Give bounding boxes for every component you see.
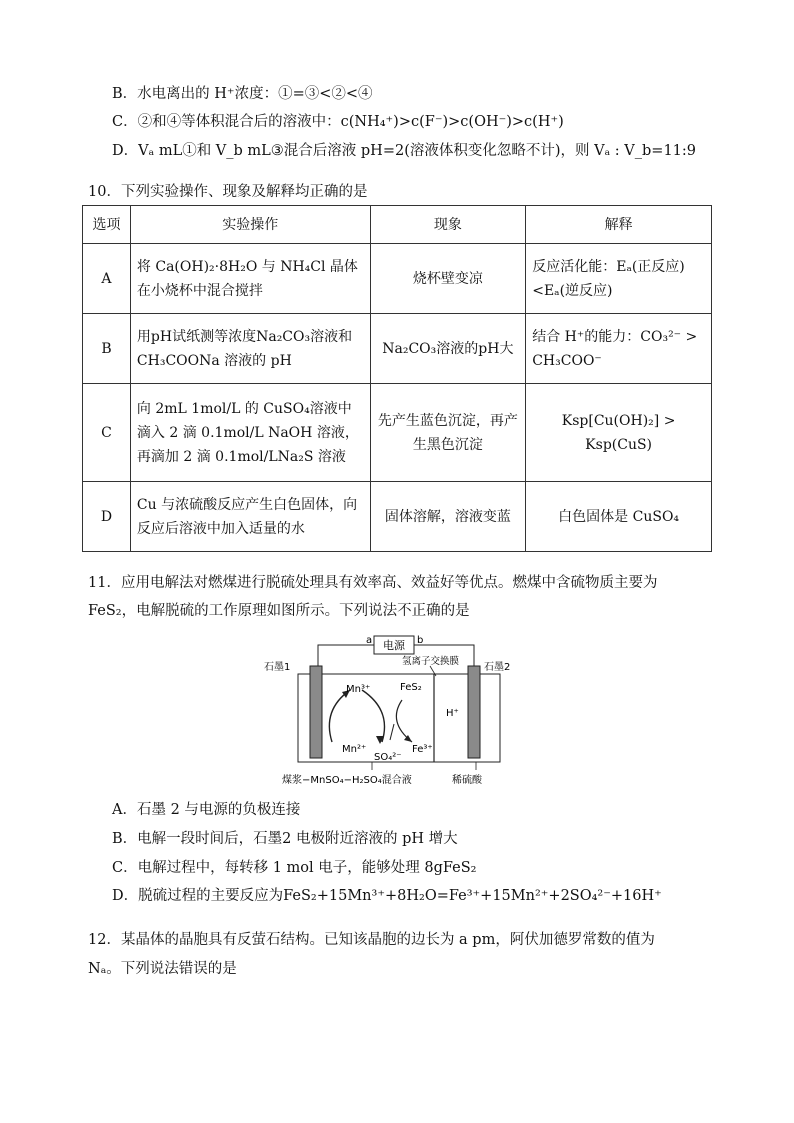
q9-option-b: B．水电离出的 H⁺浓度：①=③<②<④ [112, 86, 373, 102]
q10-stem: 10．下列实验操作、现象及解释均正确的是 [88, 184, 368, 200]
header-explanation: 解释 [526, 206, 712, 244]
terminal-b-label: b [417, 635, 424, 646]
row-operation: Cu 与浓硫酸反应产生白色固体，向反应后溶液中加入适量的水 [130, 482, 370, 552]
row-option: C [83, 384, 131, 482]
header-phenomenon: 现象 [370, 206, 526, 244]
row-explanation: 反应活化能：Eₐ(正反应)<Eₐ(逆反应) [526, 244, 712, 314]
table-header-row [83, 206, 712, 244]
row-phenomenon: 烧杯壁变凉 [370, 244, 526, 314]
q11-option-b: B．电解一段时间后，石墨2 电极附近溶液的 pH 增大 [112, 831, 458, 847]
row-phenomenon: 先产生蓝色沉淀，再产生黑色沉淀 [370, 384, 526, 482]
table-row [83, 314, 712, 384]
row-operation: 向 2mL 1mol/L 的 CuSO₄溶液中滴入 2 滴 0.1mol/L NaOH 溶液，再滴加 2 滴 0.1mol/LNa₂S 溶液 [130, 384, 370, 482]
electrode-2-label: 石墨2 [484, 662, 511, 673]
wire-left [318, 645, 374, 666]
row-explanation: 结合 H⁺的能力：CO₃²⁻ > CH₃COO⁻ [526, 314, 712, 384]
row-option: D [83, 482, 131, 552]
power-supply-label: 电源 [383, 639, 405, 652]
left-solution-label: 煤浆−MnSO₄−H₂SO₄混合液 [282, 775, 412, 786]
electrolysis-diagram [262, 632, 524, 792]
table-row [83, 482, 712, 552]
header-operation: 实验操作 [130, 206, 370, 244]
q11-option-d: D．脱硫过程的主要反应为FeS₂+15Mn³⁺+8H₂O=Fe³⁺+15Mn²⁺+2SO₄²⁻+16H⁺ [112, 888, 662, 904]
sulfate-label: SO₄²⁻ [374, 752, 402, 763]
q10-table [82, 205, 712, 552]
right-solution-label: 稀硫酸 [452, 775, 482, 786]
membrane-label: 氢离子交换膜 [402, 656, 460, 667]
row-phenomenon: Na₂CO₃溶液的pH大 [370, 314, 526, 384]
q12-stem-line2: Nₐ。下列说法错误的是 [88, 961, 237, 977]
row-explanation: Ksp[Cu(OH)₂] > Ksp(CuS) [526, 384, 712, 482]
graphite-electrode-2 [468, 666, 480, 758]
fes2-label: FeS₂ [400, 682, 422, 693]
row-explanation: 白色固体是 CuSO₄ [526, 482, 712, 552]
q9-option-d: D．Vₐ mL①和 V_b mL③混合后溶液 pH=2(溶液体积变化忽略不计)，则 Vₐ : V_b=11:9 [112, 143, 697, 159]
q11-stem-line1: 11．应用电解法对燃煤进行脱硫处理具有效率高、效益好等优点。燃煤中含硫物质主要为 [88, 575, 658, 591]
row-phenomenon: 固体溶解，溶液变蓝 [370, 482, 526, 552]
terminal-a-label: a [366, 635, 373, 646]
header-option: 选项 [83, 206, 131, 244]
fe3-label: Fe³⁺ [412, 744, 433, 755]
arrow-mn3-to-mn2 [362, 690, 385, 742]
arrow-fes2-to-products [396, 700, 412, 742]
q9-option-c: C．②和④等体积混合后的溶液中：c(NH₄⁺)>c(F⁻)>c(OH⁻)>c(H⁺) [112, 114, 564, 130]
arrow-mn2-to-mn3 [329, 690, 350, 742]
row-operation: 用pH试纸测等浓度Na₂CO₃溶液和 CH₃COONa 溶液的 pH [130, 314, 370, 384]
q11-stem-line2: FeS₂，电解脱硫的工作原理如图所示。下列说法不正确的是 [88, 603, 470, 619]
table-row [83, 384, 712, 482]
graphite-electrode-1 [310, 666, 322, 758]
row-operation: 将 Ca(OH)₂·8H₂O 与 NH₄Cl 晶体在小烧杯中混合搅拌 [130, 244, 370, 314]
table-row [83, 244, 712, 314]
row-option: B [83, 314, 131, 384]
q11-option-a: A．石墨 2 与电源的负极连接 [112, 802, 301, 818]
mn2-label: Mn²⁺ [342, 744, 367, 755]
mn3-label: Mn³⁺ [346, 684, 371, 695]
q12-stem-line1: 12．某晶体的晶胞具有反萤石结构。已知该晶胞的边长为 a pm，阿伏加德罗常数的值为 [88, 932, 655, 948]
q11-option-c: C．电解过程中，每转移 1 mol 电子，能够处理 8gFeS₂ [112, 860, 477, 876]
electrode-1-label: 石墨1 [264, 662, 291, 673]
arrow-to-sulfate [390, 724, 394, 740]
h-ion-label: H⁺ [446, 708, 459, 719]
row-option: A [83, 244, 131, 314]
